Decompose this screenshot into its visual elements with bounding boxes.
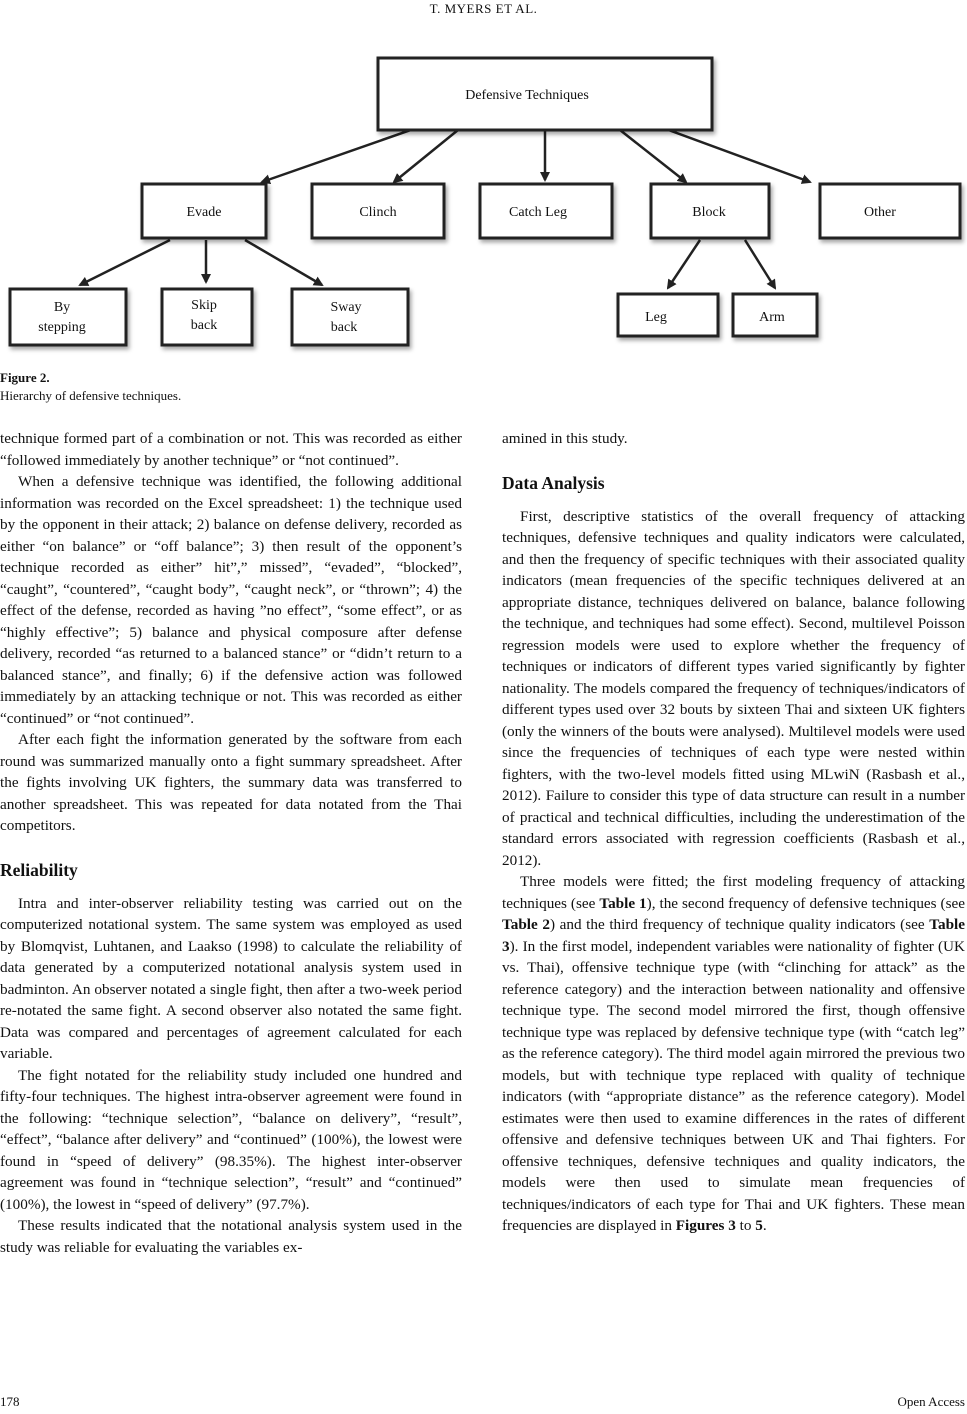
left-paragraph-2: When a defensive technique was identified, the following additional information was recorded on the Excel spreadsheet: 1) the technique used by the opponent in their attack; 2) balance on defense delivery, recorded as either “on balance” or “off balance”; 3) then result of the opponent’s technique recorded as either” hit”,” missed”, “evaded”, “blocked”, “caught”, “countered”, “caught body”, “caught neck”, or “thrown”; 4) the effect of the defense, recorded as having ”no effect”, “some effect”, or as “highly effective”; 5) balance and physical composure after defense delivery, recorded “as returned to a balanced stance” or “didn’t return to a balanced stance”, and finally; 6) if the defensive action was followed immediately by an attacking technique or not. This was recorded as either “continued” or “not continued”. [0,473,462,727]
left-paragraph-1: technique formed part of a combination or not. This was recorded as either “followed immediately by another technique” or “not continued”. [0,430,462,469]
arrow-root-evade [262,125,425,182]
node-clinch-label: Clinch [359,205,397,220]
right-paragraph-3 [502,871,965,1237]
node-catchleg-label: Catch Leg [509,205,567,220]
left-paragraph-3: After each fight the information generated by the software from each round was summarized manually onto a fight summary spreadsheet. After the fights involving UK fighters, the summary data was transferred to another spreadsheet. This was repeated for data notated from the Thai competitors. [0,731,462,834]
node-swayback-box [292,289,408,345]
figure-5-link[interactable]: 5 [755,1217,763,1234]
left-paragraph-5: The fight notated for the reliability study included one hundred and fifty-four techniques. The highest intra-observer agreement were found in the following: “technique selection”, “balance on delivery”, “result”, “effect”, “balance after delivery” and “continued” (100%), the lowest were found in “speed of delivery” (98.35%). The highest inter-observer agreement was found in “technique selection”, “result” and “continued” (100%), the lowest in “speed of delivery” (97.7%). [0,1066,462,1213]
arrow-block-arm [745,240,775,288]
journal-footer: Open Access [897,1394,965,1409]
page-number: 178 [0,1394,20,1409]
node-root-label: Defensive Techniques [465,88,589,103]
section-heading-reliability: Reliability [0,859,78,880]
arrow-root-other [655,125,810,182]
figure-caption: Hierarchy of defensive techniques. [0,388,182,403]
node-arm-label: Arm [759,310,785,325]
left-paragraph-4: Intra and inter-observer reliability testing was carried out on the computerized notational system. The same system was employed as used by Blomqvist, Luhtanen, and Laakso (1998) to calculate the reliability of data generated by a computerized notational analysis system used in badminton. An observer notated a single fight, then after a two-week period re-notated the same fight. A second observer also notated the same fight. Data was compared and percentages of agreement calculated for each variable. [0,894,462,1062]
text-run: ). In the first model, independent variables were nationality of fighter (UK vs. Thai), offensive technique type (with “clinching for attack” as the reference category) and the interaction between nationality and offensive technique type. The second model mirrored the first, though offensive technique type was replaced by defensive technique type (with “catch leg” as the reference category). The third model again mirrored the previous two models, but with technique type replaced with quality of technique indicators (with “appropriate distance” as the reference category). Model estimates were then used to examine differences in the rates of different offensive and defensive techniques between UK and Thai fighters. For offensive techniques, defensive techniques and quality indicators, the models were then used to simulate mean frequencies of techniques/indicators of each type for Thai and UK fighters. These mean frequencies are displayed in [502,937,965,1234]
text-run: ), the second frequency of defensive techniques (see [646,894,965,912]
text-run: . [762,1217,767,1234]
node-other-label: Other [864,205,896,220]
arrow-evade-bystepping [80,240,170,285]
text-run: Three models were fitted; the first modeling frequency of attacking techniques (see [502,873,965,912]
text-run: ) and the third frequency of technique quality indicators (see [549,916,930,933]
text-run: to [735,1217,756,1234]
node-bystepping-label-line2: stepping [38,320,86,335]
running-head: T. MYERS ET AL. [429,1,538,16]
section-heading-data-analysis: Data Analysis [502,472,605,493]
node-skipback-label-line2: back [190,318,218,333]
node-skipback-label-line1: Skip [191,298,217,313]
arrow-block-leg [668,240,700,288]
table-3-link[interactable]: Table 3 [502,916,965,955]
node-swayback-label-line1: Sway [330,300,362,315]
figure-3-link[interactable]: Figures 3 [675,1217,736,1234]
table-2-link[interactable]: Table 2 [502,916,550,933]
arrow-evade-swayback [245,240,322,285]
right-paragraph-2: First, descriptive statistics of the overall frequency of attacking techniques, defensive techniques and quality indicators were calculated, and then the frequency of specific techniques with their associated quality indicators (mean frequencies of the specific techniques delivered at an appropriate distance, techniques delivered on balance, balance following the technique, and techniques had some effect). Second, multilevel Poisson regression models were used to explore whether the frequency of techniques or indicators of different types varied significantly by fighter nationality. The models compared the frequency of techniques/indicators of different types used over 32 bouts by sixteen Thai and sixteen UK fighters (only the winners of the bouts were analysed). Multilevel models were used since the frequencies of techniques of each type were nested within fighters, with the two-level models fitted using MLwiN (Rasbash et al., 2012). Failure to consider this type of data structure can result in a number of practical and technical difficulties, including the underestimation of the standard errors associated with regression coefficients (Rasbash et al., 2012). [502,507,965,869]
node-block-label: Block [692,205,726,220]
right-column [502,428,965,1237]
node-evade-label: Evade [186,205,222,220]
figure-label: Figure 2. [0,370,50,385]
node-swayback-label-line2: back [330,320,358,335]
defensive-techniques-diagram [0,40,967,360]
node-bystepping-label-line1: By [53,300,71,315]
left-paragraph-6: These results indicated that the notational analysis system used in the study was reliable for evaluating the variables ex- [0,1217,462,1256]
table-1-link[interactable]: Table 1 [599,894,647,912]
node-leg-box [618,294,718,336]
node-bystepping-box [10,289,126,345]
right-paragraph-1: amined in this study. [502,430,628,447]
arrow-root-clinch [394,130,458,182]
left-column [0,428,462,1258]
node-leg-label: Leg [645,310,667,325]
arrow-root-block [620,130,686,182]
